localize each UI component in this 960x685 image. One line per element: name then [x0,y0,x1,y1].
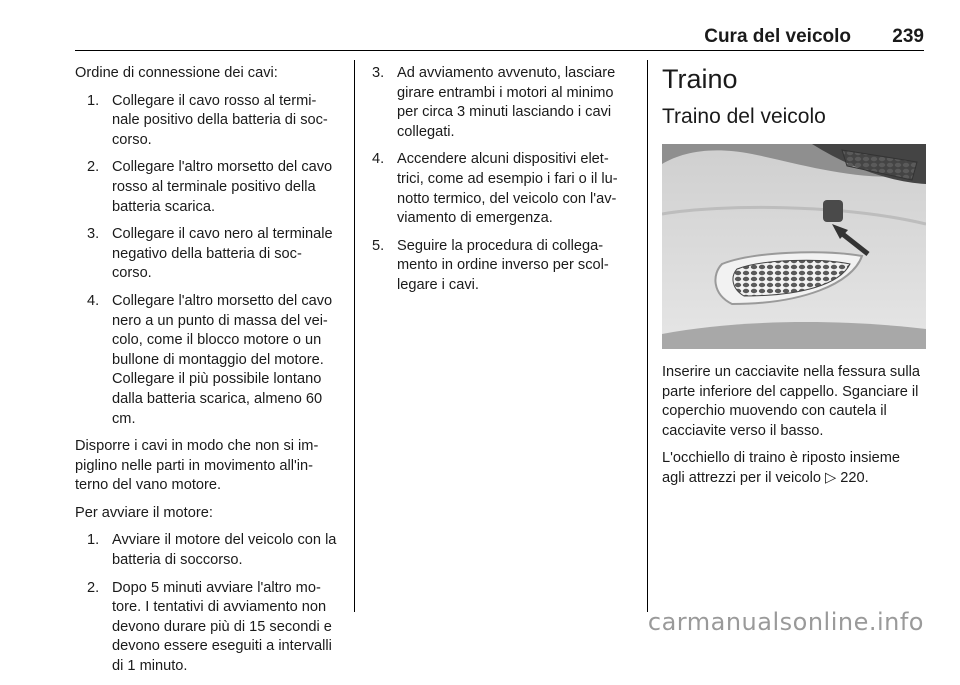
item-number: 1. [87,532,100,549]
list-item [372,64,634,142]
cable-routing-note: Disporre i cavi in modo che non si im-piglino nelle parti in movimento all'in-terno del vano motore. [75,438,319,494]
column-divider-1 [354,60,355,612]
bumper-illustration [662,144,926,349]
item-number: 4. [372,151,385,168]
item-number: 1. [87,92,100,109]
section-heading: Traino [662,64,738,94]
item-text: Seguire la procedura di collega-mento in ordine inverso per scol-legare i cavi. [397,237,609,293]
item-number: 3. [87,226,100,243]
item-text: Collegare l'altro morsetto del cavo nero a un punto di massa del vei-colo, come il blocco motore o un bullone di montaggio del motore. Collegare il più possibile lontano dalla batteria scarica, almeno 60 cm. [112,292,333,427]
list-item [87,579,341,677]
list-item [87,225,341,284]
list-item [87,292,341,429]
continued-steps [372,64,634,296]
item-number: 5. [372,237,385,254]
item-text: Collegare il cavo nero al terminale negativo della batteria di soc-corso. [112,226,333,282]
page-header [704,26,924,48]
header-rule [75,50,924,51]
instruction-text: Inserire un cacciavite nella fessura sulla parte inferiore del cappello. Sganciare il coperchio muovendo con cautela il cacciavite verso il basso. [662,364,920,439]
item-text: Collegare il cavo rosso al termi-nale positivo della batteria di soc-corso. [112,92,328,148]
column-2 [372,64,634,304]
start-steps [75,531,341,676]
item-number: 2. [87,579,100,596]
connection-intro: Ordine di connessione dei cavi: [75,65,278,81]
item-number: 2. [87,159,100,176]
section-title: Cura del veicolo [704,26,852,47]
item-text: Avviare il motore del veicolo con la batteria di soccorso. [112,532,337,569]
list-item [372,237,634,296]
column-3 [662,64,926,497]
subsection-heading: Traino del veicolo [662,105,826,128]
page-number: 239 [892,26,924,47]
list-item [87,158,341,217]
towing-eye-note: L'occhiello di traino è riposto insieme agli attrezzi per il veicolo ▷ 220. [662,450,901,486]
item-text: Accendere alcuni dispositivi elet-trici, come ad esempio i fari o il lu-notto termico, del veicolo con l'av-viamento di emergenza. [397,151,618,227]
connection-steps [75,92,341,430]
list-item [87,92,341,151]
item-number: 4. [87,292,100,309]
list-item [372,150,634,228]
item-number: 3. [372,65,385,81]
watermark: carmanualsonline.info [647,608,924,636]
start-intro: Per avviare il motore: [75,504,213,521]
item-text: Ad avviamento avvenuto, lasciare girare entrambi i motori al minimo per circa 3 minuti lasciando i cavi collegati. [397,65,616,140]
bumper-photo [662,144,926,349]
item-text: Dopo 5 minuti avviare l'altro mo-tore. I tentativi di avviamento non devono durare più di 15 secondi e devono essere eseguiti a intervalli di 1 minuto. [112,579,332,675]
column-1 [75,64,341,685]
column-divider-2 [647,60,648,612]
item-text: Collegare l'altro morsetto del cavo rosso al terminale positivo della batteria scarica. [112,159,333,215]
list-item [87,531,341,570]
